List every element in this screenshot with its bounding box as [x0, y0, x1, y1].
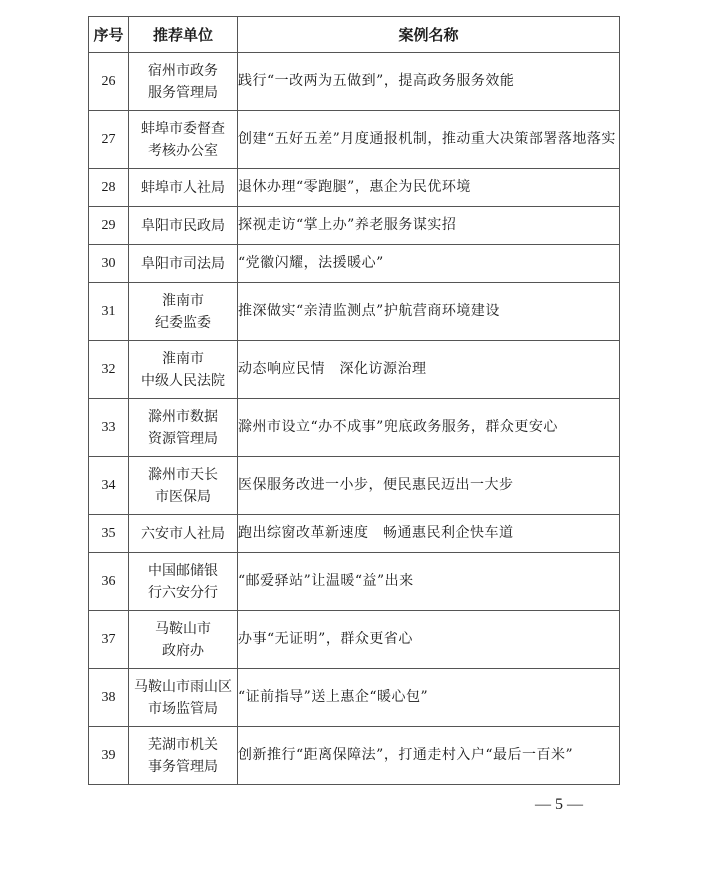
case-name: 医保服务改进一小步，便民惠民迈出一大步 [238, 457, 620, 515]
table-header-row [89, 17, 620, 53]
row-number: 36 [89, 553, 129, 611]
row-number: 38 [89, 669, 129, 727]
recommending-unit: 六安市人社局 [129, 515, 238, 553]
recommending-unit: 芜湖市机关 事务管理局 [129, 727, 238, 785]
table-row [89, 207, 620, 245]
recommending-unit: 阜阳市民政局 [129, 207, 238, 245]
recommending-unit: 淮南市 纪委监委 [129, 283, 238, 341]
table-row [89, 457, 620, 515]
table-row [89, 245, 620, 283]
recommending-unit: 宿州市政务 服务管理局 [129, 53, 238, 111]
table-row [89, 399, 620, 457]
case-name: 跑出综窗改革新速度 畅通惠民利企快车道 [238, 515, 620, 553]
case-name: 退休办理“零跑腿”，惠企为民优环境 [238, 169, 620, 207]
header-unit: 推荐单位 [129, 17, 238, 53]
case-name: 推深做实“亲清监测点”护航营商环境建设 [238, 283, 620, 341]
table-row [89, 515, 620, 553]
header-name: 案例名称 [238, 17, 620, 53]
table-row [89, 669, 620, 727]
row-number: 39 [89, 727, 129, 785]
table-row [89, 727, 620, 785]
table-row [89, 111, 620, 169]
case-name: 创新推行“距离保障法”，打通走村入户“最后一百米” [238, 727, 620, 785]
table-row [89, 553, 620, 611]
case-name: 践行“一改两为五做到”，提高政务服务效能 [238, 53, 620, 111]
page-number: — 5 — [535, 796, 583, 813]
row-number: 29 [89, 207, 129, 245]
case-name: 动态响应民情 深化访源治理 [238, 341, 620, 399]
recommending-unit: 蚌埠市委督查 考核办公室 [129, 111, 238, 169]
row-number: 35 [89, 515, 129, 553]
recommending-unit: 淮南市 中级人民法院 [129, 341, 238, 399]
recommending-unit: 蚌埠市人社局 [129, 169, 238, 207]
table-row [89, 169, 620, 207]
row-number: 34 [89, 457, 129, 515]
row-number: 27 [89, 111, 129, 169]
case-name: “邮爱驿站”让温暖“益”出来 [238, 553, 620, 611]
row-number: 26 [89, 53, 129, 111]
recommending-unit: 马鞍山市雨山区 市场监管局 [129, 669, 238, 727]
row-number: 30 [89, 245, 129, 283]
recommending-unit: 滁州市数据 资源管理局 [129, 399, 238, 457]
cases-table [88, 16, 620, 785]
case-name: “党徽闪耀，法援暖心” [238, 245, 620, 283]
case-name: 滁州市设立“办不成事”兜底政务服务，群众更安心 [238, 399, 620, 457]
recommending-unit: 滁州市天长 市医保局 [129, 457, 238, 515]
case-name: “证前指导”送上惠企“暖心包” [238, 669, 620, 727]
row-number: 28 [89, 169, 129, 207]
row-number: 37 [89, 611, 129, 669]
table-row [89, 341, 620, 399]
header-no: 序号 [89, 17, 129, 53]
recommending-unit: 阜阳市司法局 [129, 245, 238, 283]
recommending-unit: 马鞍山市 政府办 [129, 611, 238, 669]
table-row [89, 283, 620, 341]
table-row [89, 611, 620, 669]
row-number: 33 [89, 399, 129, 457]
row-number: 31 [89, 283, 129, 341]
row-number: 32 [89, 341, 129, 399]
case-name: 探视走访“掌上办”养老服务谋实招 [238, 207, 620, 245]
table-row [89, 53, 620, 111]
case-name: 创建“五好五差”月度通报机制，推动重大决策部署落地落实 [238, 111, 620, 169]
case-name: 办事“无证明”，群众更省心 [238, 611, 620, 669]
recommending-unit: 中国邮储银 行六安分行 [129, 553, 238, 611]
